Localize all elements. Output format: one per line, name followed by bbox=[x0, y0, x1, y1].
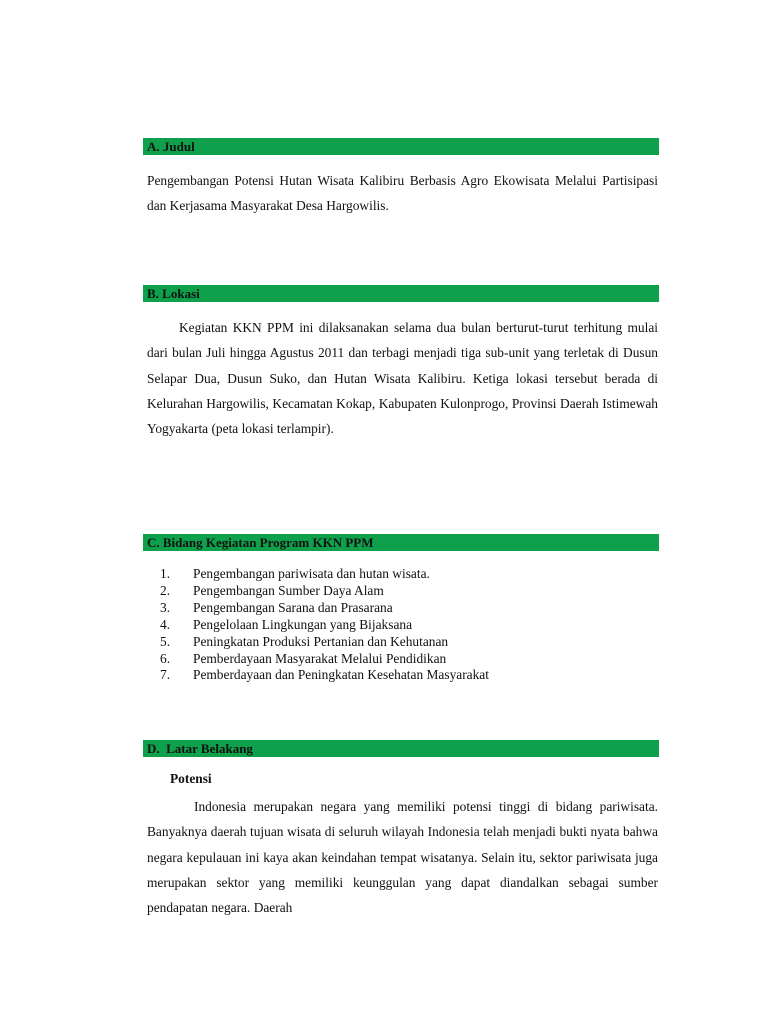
bidang-kegiatan-list bbox=[160, 566, 640, 684]
list-item-number: 5. bbox=[160, 633, 171, 649]
lokasi-text: Kegiatan KKN PPM ini dilaksanakan selama dua bulan berturut-turut terhitung mulai dari bulan Juli hingga Agustus 2011 dan terbagi menjadi tiga sub-unit yang terletak di Dusun Selapar Dua, Dusun Suko, dan Hutan Wisata Kalibiru. Ketiga lokasi tersebut berada di Kelurahan Hargowilis, Kecamatan Kokap, Kabupaten Kulonprogo, Provinsi Daerah Istimewah Yogyakarta (peta lokasi terlampir). bbox=[147, 320, 658, 437]
list-item bbox=[160, 651, 640, 668]
list-item-label: Peningkatan Produksi Pertanian dan Kehutanan bbox=[193, 633, 449, 649]
list-item bbox=[160, 583, 640, 600]
list-item bbox=[160, 634, 640, 651]
list-item-number: 3. bbox=[160, 599, 171, 615]
judul-text: Pengembangan Potensi Hutan Wisata Kalibiru Berbasis Agro Ekowisata Melalui Partisipasi dan Kerjasama Masyarakat Desa Hargowilis. bbox=[147, 173, 658, 214]
list-item-label: Pengelolaan Lingkungan yang Bijaksana bbox=[193, 616, 413, 632]
list-item-number: 4. bbox=[160, 616, 171, 632]
list-item-label: Pemberdayaan dan Peningkatan Kesehatan Masyarakat bbox=[193, 667, 489, 683]
latar-belakang-text: Indonesia merupakan negara yang memiliki potensi tinggi di bidang pariwisata. Banyaknya daerah tujuan wisata di seluruh wilayah Indonesia telah menjadi bukti nyata bahwa negara kepulauan ini kaya akan keindahan tempat wisatanya. Selain itu, sektor pariwisata juga merupakan sektor yang memiliki keunggulan yang dapat diandalkan sebagai sumber pendapatan negara. Daerah bbox=[147, 799, 658, 916]
list-item bbox=[160, 617, 640, 634]
list-item bbox=[160, 600, 640, 617]
list-item bbox=[160, 566, 640, 583]
heading-bidang-kegiatan: C. Bidang Kegiatan Program KKN PPM bbox=[143, 534, 659, 551]
list-item-label: Pengembangan Sarana dan Prasarana bbox=[193, 599, 393, 615]
list-item-number: 6. bbox=[160, 650, 171, 666]
heading-lokasi: B. Lokasi bbox=[143, 285, 659, 302]
list-item-number: 7. bbox=[160, 667, 171, 683]
heading-judul: A. Judul bbox=[143, 138, 659, 155]
list-item-number: 1. bbox=[160, 566, 171, 581]
list-item-label: Pemberdayaan Masyarakat Melalui Pendidikan bbox=[193, 650, 447, 666]
list-item-label: Pengembangan pariwisata dan hutan wisata. bbox=[193, 566, 430, 581]
subheading-potensi: Potensi bbox=[170, 771, 212, 786]
list-item bbox=[160, 667, 640, 684]
list-item-number: 2. bbox=[160, 582, 171, 598]
heading-latar-belakang: D. Latar Belakang bbox=[143, 740, 659, 757]
list-item-label: Pengembangan Sumber Daya Alam bbox=[193, 582, 384, 598]
